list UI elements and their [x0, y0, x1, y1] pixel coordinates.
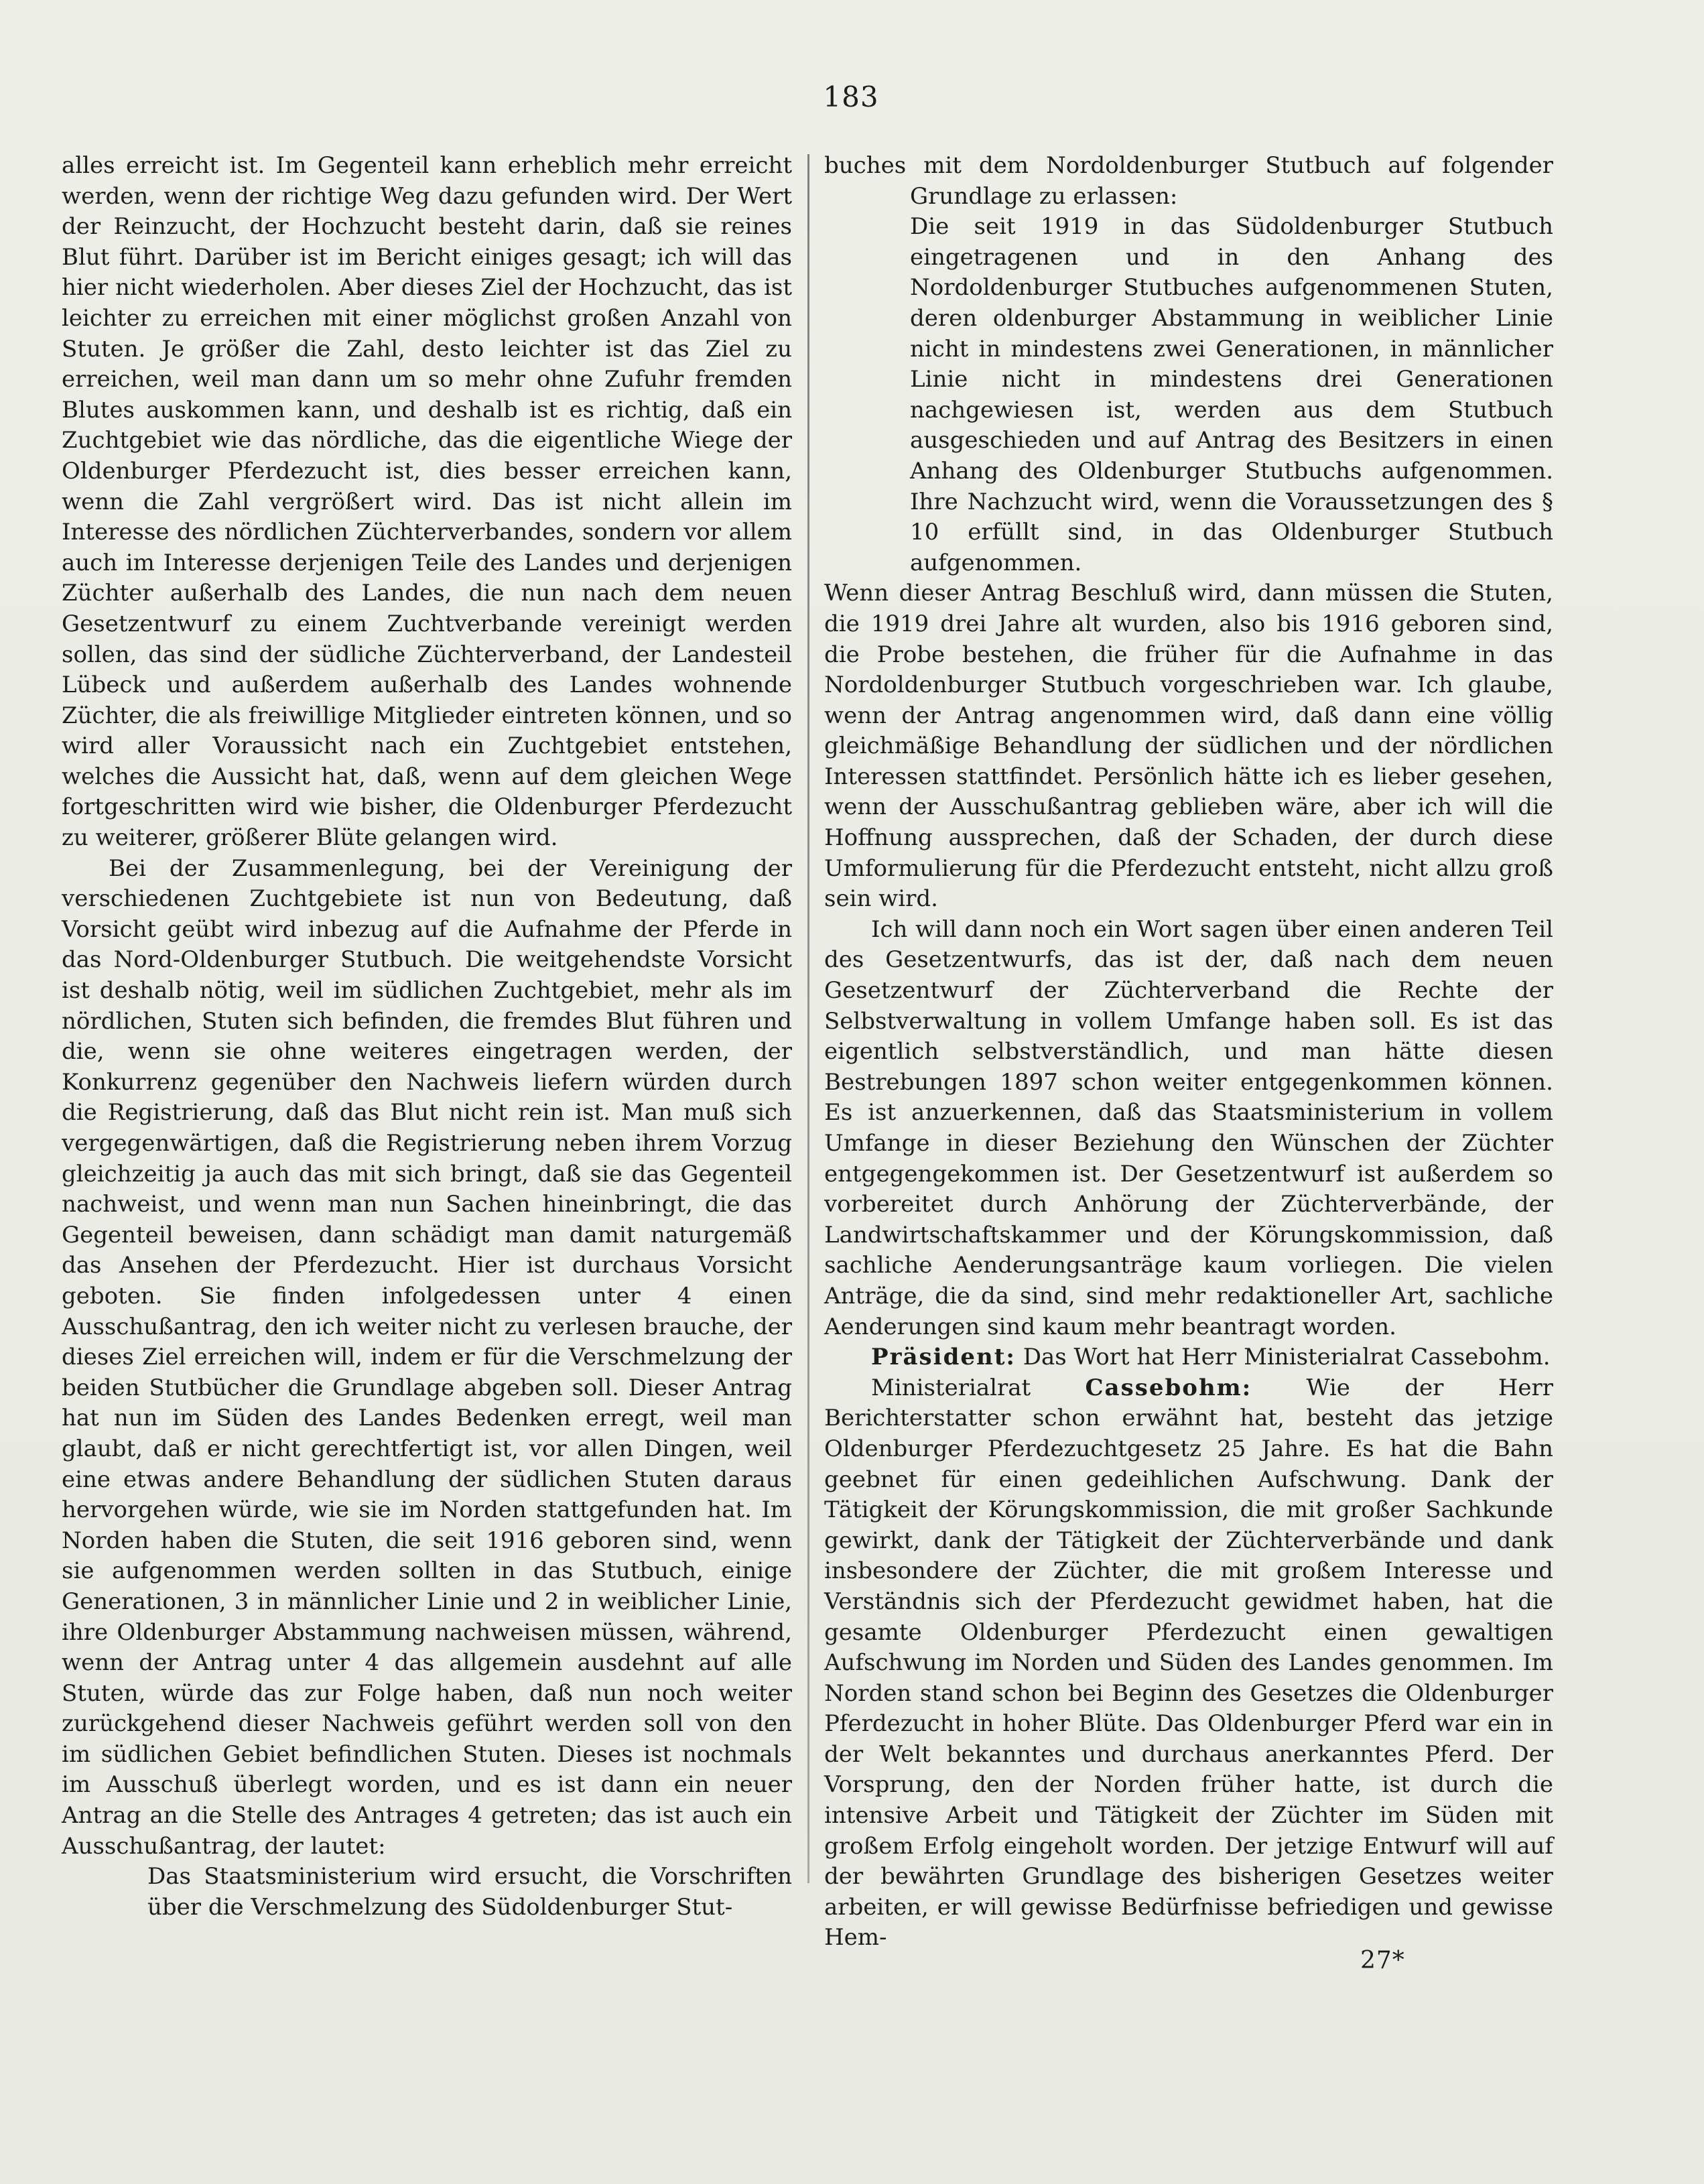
speech-president: [824, 1342, 1553, 1373]
paragraph: Bei der Zusammenlegung, bei der Vereinigung der verschiedenen Zuchtgebiete ist nun von Bedeutung, daß Vorsicht geübt wird inbezug auf die Aufnahme der Pferde in das Nord-Oldenburger Stutbuch. Die weitgehendste Vorsicht ist deshalb nötig, weil im südlichen Zuchtgebiet, mehr als im nördlichen, Stuten sich befinden, die fremdes Blut führen und die, wenn sie ohne weiteres eingetragen werden, der Konkurrenz gegenüber den Nachweis liefern würden durch die Registrierung, daß das Blut nicht rein ist. Man muß sich vergegenwärtigen, daß die Registrierung neben ihrem Vorzug gleichzeitig ja auch das mit sich bringt, daß sie das Gegenteil nachweist, und wenn man nun Sachen hineinbringt, die das Gegenteil beweisen, dann schädigt man damit naturgemäß das Ansehen der Pferdezucht. Hier ist durchaus Vorsicht geboten. Sie finden infolgedessen unter 4 einen Ausschußantrag, den ich weiter nicht zu verlesen brauche, der dieses Ziel erreichen will, indem er für die Verschmelzung der beiden Stutbücher die Grundlage abgeben soll. Dieser Antrag hat nun im Süden des Landes Bedenken erregt, weil man glaubt, daß er nicht gerechtfertigt ist, vor allen Dingen, weil eine etwas andere Behandlung der südlichen Stuten daraus hervorgehen würde, wie sie im Norden stattgefunden hat. Im Norden haben die Stuten, die seit 1916 geboren sind, wenn sie aufgenommen werden sollten in das Stutbuch, einige Generationen, 3 in männlicher Linie und 2 in weiblicher Linie, ihre Oldenburger Abstammung nachweisen müssen, während, wenn der Antrag unter 4 das allgemein ausdehnt auf alle Stuten, würde das zur Folge haben, daß nun noch weiter zurückgehend dieser Nachweis geführt werden soll von den im südlichen Gebiet befindlichen Stuten. Dieses ist nochmals im Ausschuß überlegt worden, und es ist dann ein neuer Antrag an die Stelle des Antrages 4 getreten; das ist auch ein Ausschußantrag, der lautet:: [62, 854, 792, 1860]
speech-text: Wie der Herr Berichterstatter schon erwähnt hat, besteht das jetzige Oldenburger Pferdezuchtgesetz 25 Jahre. Es hat die Bahn geebnet für einen gedeihlichen Aufschwung. Dank der Tätigkeit der Körungskommission, die mit großer Sachkunde gewirkt, dank der Tätigkeit der Züchterverbände und dank insbesondere der Züchter, die mit großem Interesse und Verständnis sich der Pferdezucht gewidmet haben, hat die gesamte Oldenburger Pferdezucht einen gewaltigen Aufschwung im Norden und Süden des Landes genommen. Im Norden stand schon bei Beginn des Gesetzes die Oldenburger Pferdezucht in hoher Blüte. Das Oldenburger Pferd war ein in der Welt bekanntes und durchaus anerkanntes Pferd. Der Vorsprung, den der Norden früher hatte, ist durch die intensive Arbeit und Tätigkeit der Züchter im Süden mit großem Erfolg eingeholt worden. Der jetzige Entwurf will auf der bewährten Grundlage des bisherigen Gesetzes weiter arbeiten, er will gewisse Bedürfnisse befriedigen und gewisse Hem-: [824, 1374, 1553, 1951]
speech-cassebohm: [824, 1373, 1553, 1953]
column-divider: [807, 154, 809, 1883]
paragraph: alles erreicht ist. Im Gegenteil kann erheblich mehr erreicht werden, wenn der richtige Weg dazu gefunden wird. Der Wert der Reinzucht, der Hochzucht besteht darin, daß sie reines Blut führt. Darüber ist im Bericht einiges gesagt; ich will das hier nicht wiederholen. Aber dieses Ziel der Hochzucht, das ist leichter zu erreichen mit einer möglichst großen Anzahl von Stuten. Je größer die Zahl, desto leichter ist das Ziel zu erreichen, weil man dann um so mehr ohne Zufuhr fremden Blutes auskommen kann, und deshalb ist es richtig, daß ein Zuchtgebiet wie das nördliche, das die eigentliche Wiege der Oldenburger Pferdezucht ist, dies besser erreichen kann, wenn die Zahl vergrößert wird. Das ist nicht allein im Interesse des nördlichen Züchterverbandes, sondern vor allem auch im Interesse derjenigen Teile des Landes und derjenigen Züchter außerhalb des Landes, die nun nach dem neuen Gesetzentwurf zu einem Zuchtverbande vereinigt werden sollen, das sind der südliche Züchterverband, der Landesteil Lübeck und außerdem außerhalb des Landes wohnende Züchter, die als freiwillige Mitglieder eintreten können, und so wird aller Voraussicht nach ein Zuchtgebiet entstehen, welches die Aussicht hat, daß, wenn auf dem gleichen Wege fortgeschritten wird wie bisher, die Oldenburger Pferdezucht zu weiterer, größerer Blüte gelangen wird.: [62, 152, 792, 852]
right-column: [824, 151, 1553, 1953]
left-column: [62, 151, 792, 1923]
signature-mark: 27*: [1360, 1947, 1405, 1974]
page-number: 183: [823, 80, 879, 113]
paragraph: Wenn dieser Antrag Beschluß wird, dann müssen die Stuten, die 1919 drei Jahre alt wurden, also bis 1916 geboren sind, die Probe bestehen, die früher für die Aufnahme in das Nordoldenburger Stutbuch vorgeschrieben war. Ich glaube, wenn der Antrag angenommen wird, daß dann eine völlig gleichmäßige Behandlung der südlichen und der nördlichen Interessen stattfindet. Persönlich hätte ich es lieber gesehen, wenn der Ausschußantrag geblieben wäre, aber ich will die Hoffnung aussprechen, daß der Schaden, der durch diese Umformulierung für die Pferdezucht entsteht, nicht allzu groß sein wird.: [824, 580, 1553, 913]
speaker-name: Cassebohm:: [1085, 1374, 1252, 1401]
speaker-role: Ministerialrat: [871, 1374, 1031, 1401]
quoted-motion-text: Die seit 1919 in das Südoldenburger Stutbuch eingetragenen und in den Anhang des Nordoldenburger Stutbuches aufgenommenen Stuten, deren oldenburger Abstammung in weiblicher Linie nicht in mindestens zwei Generationen, in männlicher Linie nicht in mindestens drei Generationen nachgewiesen ist, werden aus dem Stutbuch ausgeschieden und auf Antrag des Besitzers in einen Anhang des Oldenburger Stutbuchs aufgenommen. Ihre Nachzucht wird, wenn die Voraussetzungen des § 10 erfüllt sind, in das Oldenburger Stutbuch aufgenommen.: [910, 213, 1553, 576]
speech-text: Das Wort hat Herr Ministerialrat Cassebohm.: [1023, 1344, 1551, 1371]
quoted-motion: Das Staatsministerium wird ersucht, die Vorschriften über die Verschmelzung des Südoldenburger Stut-: [147, 1863, 792, 1921]
speaker-name: Präsident:: [871, 1344, 1016, 1371]
quoted-motion-continued: buches mit dem Nordoldenburger Stutbuch auf folgender Grundlage zu erlassen:: [824, 152, 1553, 210]
paragraph: Ich will dann noch ein Wort sagen über einen anderen Teil des Gesetzentwurfs, das ist der, daß nach dem neuen Gesetzentwurf der Züchterverband die Rechte der Selbstverwaltung in vollem Umfange haben soll. Es ist das eigentlich selbstverständlich, und man hätte diesen Bestrebungen 1897 schon weiter entgegenkommen können. Es ist anzuerkennen, daß das Staatsministerium in vollem Umfange in dieser Beziehung den Wünschen der Züchter entgegengekommen ist. Der Gesetzentwurf ist außerdem so vorbereitet durch Anhörung der Züchterverbände, der Landwirtschaftskammer und der Körungskommission, daß sachliche Aenderungsanträge kaum vorliegen. Die vielen Anträge, die da sind, sind mehr redaktioneller Art, sachliche Aenderungen sind kaum mehr beantragt worden.: [824, 915, 1553, 1340]
